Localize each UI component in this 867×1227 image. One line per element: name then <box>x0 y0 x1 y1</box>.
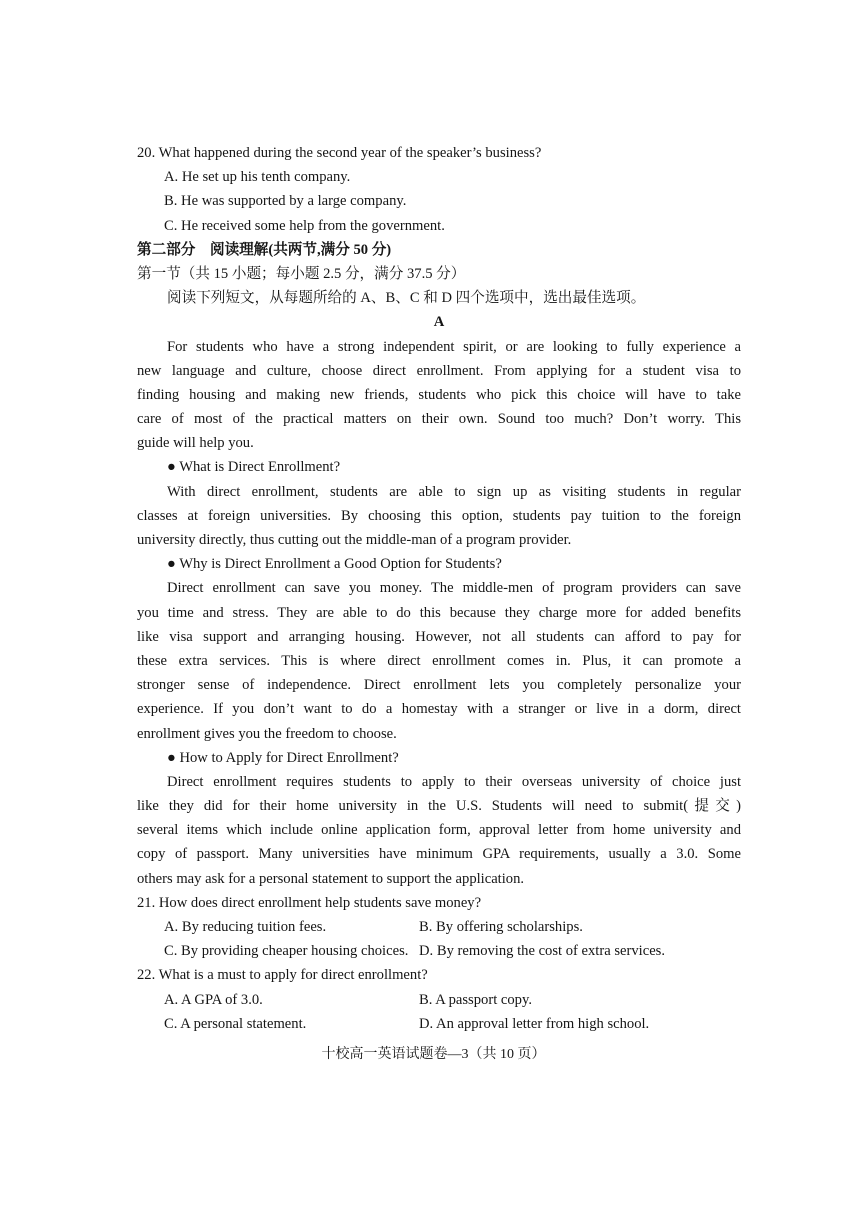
q22-option-d: D. An approval letter from high school. <box>419 1015 650 1032</box>
part-heading: 第二部分 阅读理解(共两节,满分 50 分) <box>137 241 392 258</box>
passage-line: several items which include online application form, approval letter from home university and <box>137 822 741 839</box>
page-footer: 十校高一英语试题卷—3（共 10 页） <box>321 1047 546 1062</box>
passage-line: Direct enrollment can save you money. The middle-men of program providers can save <box>167 580 741 597</box>
passage-line: finding housing and making new friends, students who pick this choice will have to take <box>137 386 741 403</box>
q20-option-a: A. He set up his tenth company. <box>164 169 351 186</box>
passage-line: like they did for their home university in the U.S. Students will need to submit(提交) <box>137 798 741 815</box>
passage-line: like visa support and arranging housing. However, not all students can afford to pay for <box>137 628 741 645</box>
q21-options-row <box>137 915 741 939</box>
passage-line: Direct enrollment requires students to apply to their overseas university of choice just <box>167 773 741 790</box>
q22-option-c: C. A personal statement. <box>164 1015 307 1032</box>
q21-option-b: B. By offering scholarships. <box>419 919 583 935</box>
passage-line: copy of passport. Many universities have minimum GPA requirements, usually a 3.0. Some <box>137 846 741 863</box>
passage-line: enrollment gives you the freedom to choose. <box>137 725 397 742</box>
question-20: 20. What happened during the second year of the speaker’s business? <box>137 145 542 161</box>
instruction: 阅读下列短文，从每题所给的 A、B、C 和 D 四个选项中，选出最佳选项。 <box>167 290 646 307</box>
passage-line: guide will help you. <box>137 435 254 452</box>
q20-option-b: B. He was supported by a large company. <box>164 193 407 210</box>
passage-line: care of most of the practical matters on their own. Sound too much? Don’t worry. This <box>137 411 741 428</box>
question-21: 21. How does direct enrollment help students save money? <box>137 894 482 911</box>
q22-option-a: A. A GPA of 3.0. <box>164 991 263 1008</box>
passage-line: you time and stress. They are able to do this because they charge more for added benefits <box>137 604 741 621</box>
passage-line: classes at foreign universities. By choosing this option, students pay tuition to the foreign <box>137 507 741 524</box>
exam-page <box>137 141 741 1036</box>
q21-option-d: D. By removing the cost of extra services. <box>419 943 665 960</box>
section-bullet-why: ● Why is Direct Enrollment a Good Option for Students? <box>167 556 502 573</box>
passage-line: experience. If you don’t want to do a homestay with a stranger or live in a dorm, direct <box>137 701 741 718</box>
q21-options-row <box>137 939 741 963</box>
section-heading: 第一节（共 15 小题；每小题 2.5 分，满分 37.5 分） <box>137 265 466 282</box>
q21-option-a: A. By reducing tuition fees. <box>164 919 327 935</box>
q22-options-row <box>137 1012 741 1036</box>
section-bullet-how: ● How to Apply for Direct Enrollment? <box>167 749 399 766</box>
q21-option-c: C. By providing cheaper housing choices. <box>164 943 409 960</box>
passage-line: With direct enrollment, students are able to sign up as visiting students in regular <box>167 483 741 500</box>
passage-line: others may ask for a personal statement to support the application. <box>137 870 525 887</box>
q22-option-b: B. A passport copy. <box>419 991 532 1008</box>
q20-option-c: C. He received some help from the government. <box>164 217 445 234</box>
q22-options-row <box>137 988 741 1012</box>
passage-line: new language and culture, choose direct enrollment. From applying for a student visa to <box>137 362 741 379</box>
passage-line: For students who have a strong independent spirit, or are looking to fully experience a <box>167 338 741 355</box>
passage-line: university directly, thus cutting out the middle-man of a program provider. <box>137 532 572 548</box>
passage-line: these extra services. This is where direct enrollment comes in. Plus, it can promote a <box>137 652 741 669</box>
passage-title: A <box>433 314 445 331</box>
question-22: 22. What is a must to apply for direct enrollment? <box>137 967 428 984</box>
passage-line: stronger sense of independence. Direct enrollment lets you completely personalize your <box>137 677 741 694</box>
section-bullet-what: ● What is Direct Enrollment? <box>167 459 341 476</box>
